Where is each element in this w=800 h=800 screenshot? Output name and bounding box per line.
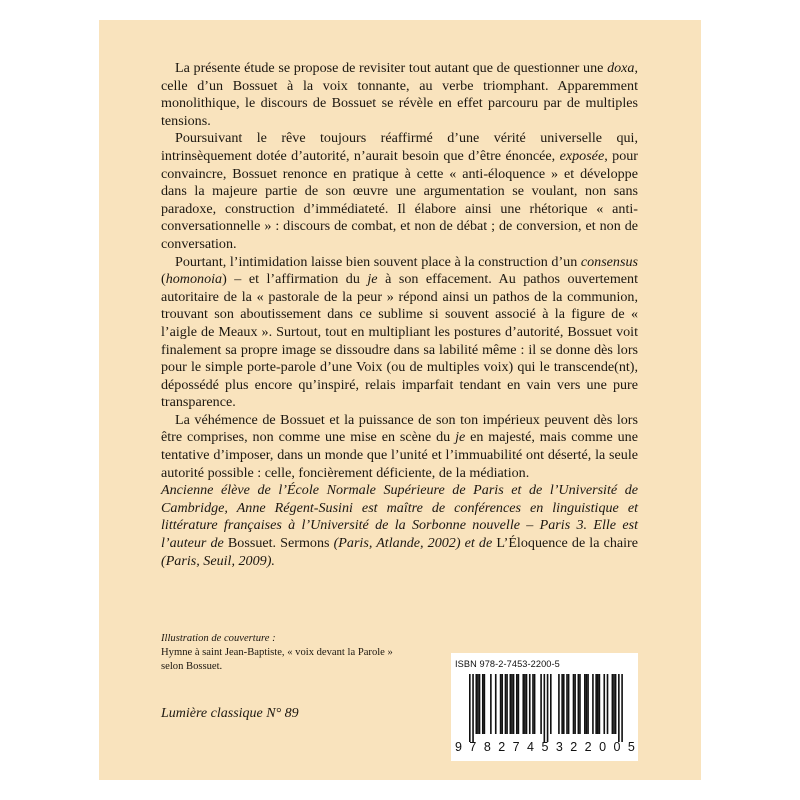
- collection-label: Lumière classique N° 89: [161, 706, 299, 721]
- barcode-bar: [597, 674, 599, 734]
- barcode-bar: [526, 674, 528, 734]
- illustration-title: Illustration de couverture :: [161, 633, 276, 644]
- barcode-bar: [573, 674, 575, 734]
- barcode-digit: 2: [570, 740, 578, 754]
- barcode-bar: [566, 674, 568, 734]
- text-run: Poursuivant le rêve toujours réaffirmé d’une vérité universelle qui, intrinsèquement dotée d’autorité, n’aurait besoin que d’être énoncée,: [161, 130, 638, 164]
- isbn-label: ISBN 978-2-7453-2200-5: [455, 659, 560, 669]
- barcode-bar: [607, 674, 609, 734]
- author-bio: [161, 482, 638, 570]
- text-run: (: [161, 271, 166, 288]
- barcode-bar: [500, 674, 502, 734]
- blurb-text: [161, 60, 638, 570]
- barcode-bar: [513, 674, 515, 734]
- barcode-bar: [482, 674, 484, 734]
- barcode-digit: 3: [555, 740, 563, 754]
- barcode-bar: [475, 674, 477, 734]
- barcode-digit: 2: [584, 740, 592, 754]
- barcode-bar: [518, 674, 520, 734]
- barcode-bar: [532, 674, 534, 734]
- barcode-bar: [618, 674, 620, 742]
- barcode-digit: 7: [469, 740, 477, 754]
- emphasis: consensus: [580, 253, 638, 270]
- barcode-digit: 9: [455, 740, 462, 754]
- text-run: à son effacement. Au pathos ouvertement autoritaire de la « pastorale de la peur » répond ainsi un pathos de la communion, trouvant son aboutissement dans ce sublime si souvent associé à la figure de « l’aigle de Meaux ». Surtout, tout en multipliant les postures d’autorité, Bossuet voit finalement sa propre image se dissoudre dans sa labilité même : il se donne dès lors pour le simple porte-parole d’une Voix (ou de multiples voix) qui le transcende(nt), dépossédé plus encore qu’inspiré, relais imparfait tendant en vain vers une pure transparence.: [161, 271, 638, 411]
- barcode-bar: [511, 674, 513, 734]
- barcode-bar: [587, 674, 589, 734]
- barcode-bar: [477, 674, 479, 734]
- barcode-bar: [534, 674, 536, 734]
- barcode-bar: [505, 674, 507, 734]
- barcode-bar: [522, 674, 524, 734]
- text-run: (Paris, Atlande, 2002) et de: [329, 535, 497, 552]
- barcode-bar: [472, 674, 474, 742]
- barcode-bar: [558, 674, 560, 734]
- barcode-bar: [599, 674, 601, 734]
- barcode-bar: [469, 674, 471, 742]
- text-run: , celle d’un Bossuet à la voix tonnante, au verbe triomphant. Apparemment monolithique, le discours de Bossuet se révèle en effet parcouru par de multiples tensions.: [161, 60, 638, 129]
- paragraph: [161, 412, 638, 482]
- barcode-digits: [455, 740, 635, 754]
- barcode-bar: [506, 674, 508, 734]
- illustration-caption-line: Hymne à saint Jean-Baptiste, « voix devant la Parole »: [161, 647, 393, 658]
- barcode-bar: [603, 674, 605, 734]
- barcode-bar: [544, 674, 546, 742]
- text-run: La présente étude se propose de revisiter tout autant que de questionner une: [175, 60, 608, 76]
- barcode-bar: [484, 674, 486, 734]
- text-run: en majesté, mais comme une tentative d’imposer, dans un monde que l’unité et l’immuabilité ont déserté, la seule autorité possible : celle, foncièrement déficiente, de la médiation.: [161, 429, 638, 481]
- barcode-bar: [586, 674, 588, 734]
- barcode-bar: [510, 674, 512, 734]
- illustration-caption-line: selon Bossuet.: [161, 661, 223, 672]
- barcode-bar: [568, 674, 570, 734]
- barcode-digit: 8: [483, 740, 491, 754]
- barcode-bar: [490, 674, 492, 734]
- text-run: , pour convaincre, Bossuet renonce en pratique à cette « anti-éloquence » et développe dans la majeure partie de son œuvre une argumentation se voulant, non sans paradoxe, construction d’immédiateté. Il élabore ainsi une rhétorique « anti-conversationnelle » : discours de combat, et non de débat ; de conversion, et non de conversation.: [161, 147, 638, 252]
- barcode-bar: [550, 674, 552, 734]
- emphasis: je: [367, 271, 378, 288]
- barcode-icon: [455, 674, 635, 746]
- barcode-bar: [592, 674, 594, 734]
- emphasis: exposée: [559, 147, 605, 164]
- barcode-bar: [615, 674, 617, 734]
- barcode-bar: [621, 674, 623, 742]
- text-run: Pourtant, l’intimidation laisse bien souvent place à la construction d’un: [175, 253, 581, 270]
- barcode-digit: 5: [627, 740, 635, 754]
- barcode-bar: [540, 674, 542, 734]
- barcode-digit: 5: [541, 740, 549, 754]
- emphasis: doxa: [607, 60, 635, 76]
- book-title: Bossuet. Sermons: [227, 535, 330, 552]
- barcode-digit: 4: [527, 740, 534, 754]
- barcode-bar: [479, 674, 481, 734]
- emphasis: je: [455, 429, 466, 446]
- barcode-bar: [547, 674, 549, 742]
- cover-illustration-credit: [161, 632, 461, 674]
- barcode-bar: [578, 674, 580, 734]
- barcode-digit: 0: [613, 740, 621, 754]
- barcode-bar: [612, 674, 614, 734]
- paragraph: [161, 130, 638, 253]
- barcode-bar: [595, 674, 597, 734]
- book-title: L’Éloquence de la chaire: [496, 535, 638, 552]
- barcode-bar: [561, 674, 563, 734]
- paragraph: [161, 254, 638, 412]
- barcode-bar: [529, 674, 531, 734]
- barcode-digit: 0: [599, 740, 607, 754]
- barcode-bar: [574, 674, 576, 734]
- barcode-bar: [501, 674, 503, 734]
- barcode-bar: [613, 674, 615, 734]
- barcode-bar: [516, 674, 518, 734]
- text-run: ) – et l’affirmation du: [222, 271, 368, 288]
- text-run: (Paris, Seuil, 2009).: [161, 552, 275, 569]
- barcode-digit: 2: [498, 740, 506, 754]
- text-run: Ancienne élève de l’École Normale Supérieure de Paris et de l’Université de Cambridge, Anne Régent-Susini est maître de conférences en linguistique et littérature françaises à l’Université de la Sorbonne nouvelle – Paris 3. Elle est l’auteur de: [161, 482, 638, 552]
- barcode-bar: [495, 674, 497, 734]
- emphasis: homonoia: [165, 271, 223, 288]
- barcode-bar: [584, 674, 586, 734]
- barcode-bar: [563, 674, 565, 734]
- paragraph: [161, 60, 638, 130]
- barcode-bar: [524, 674, 526, 734]
- text-run: La véhémence de Bossuet et la puissance de son ton impérieux peuvent dès lors être comprises, non comme une mise en scène du: [161, 411, 638, 446]
- barcode-bar: [579, 674, 581, 734]
- barcode-digit: 7: [512, 740, 520, 754]
